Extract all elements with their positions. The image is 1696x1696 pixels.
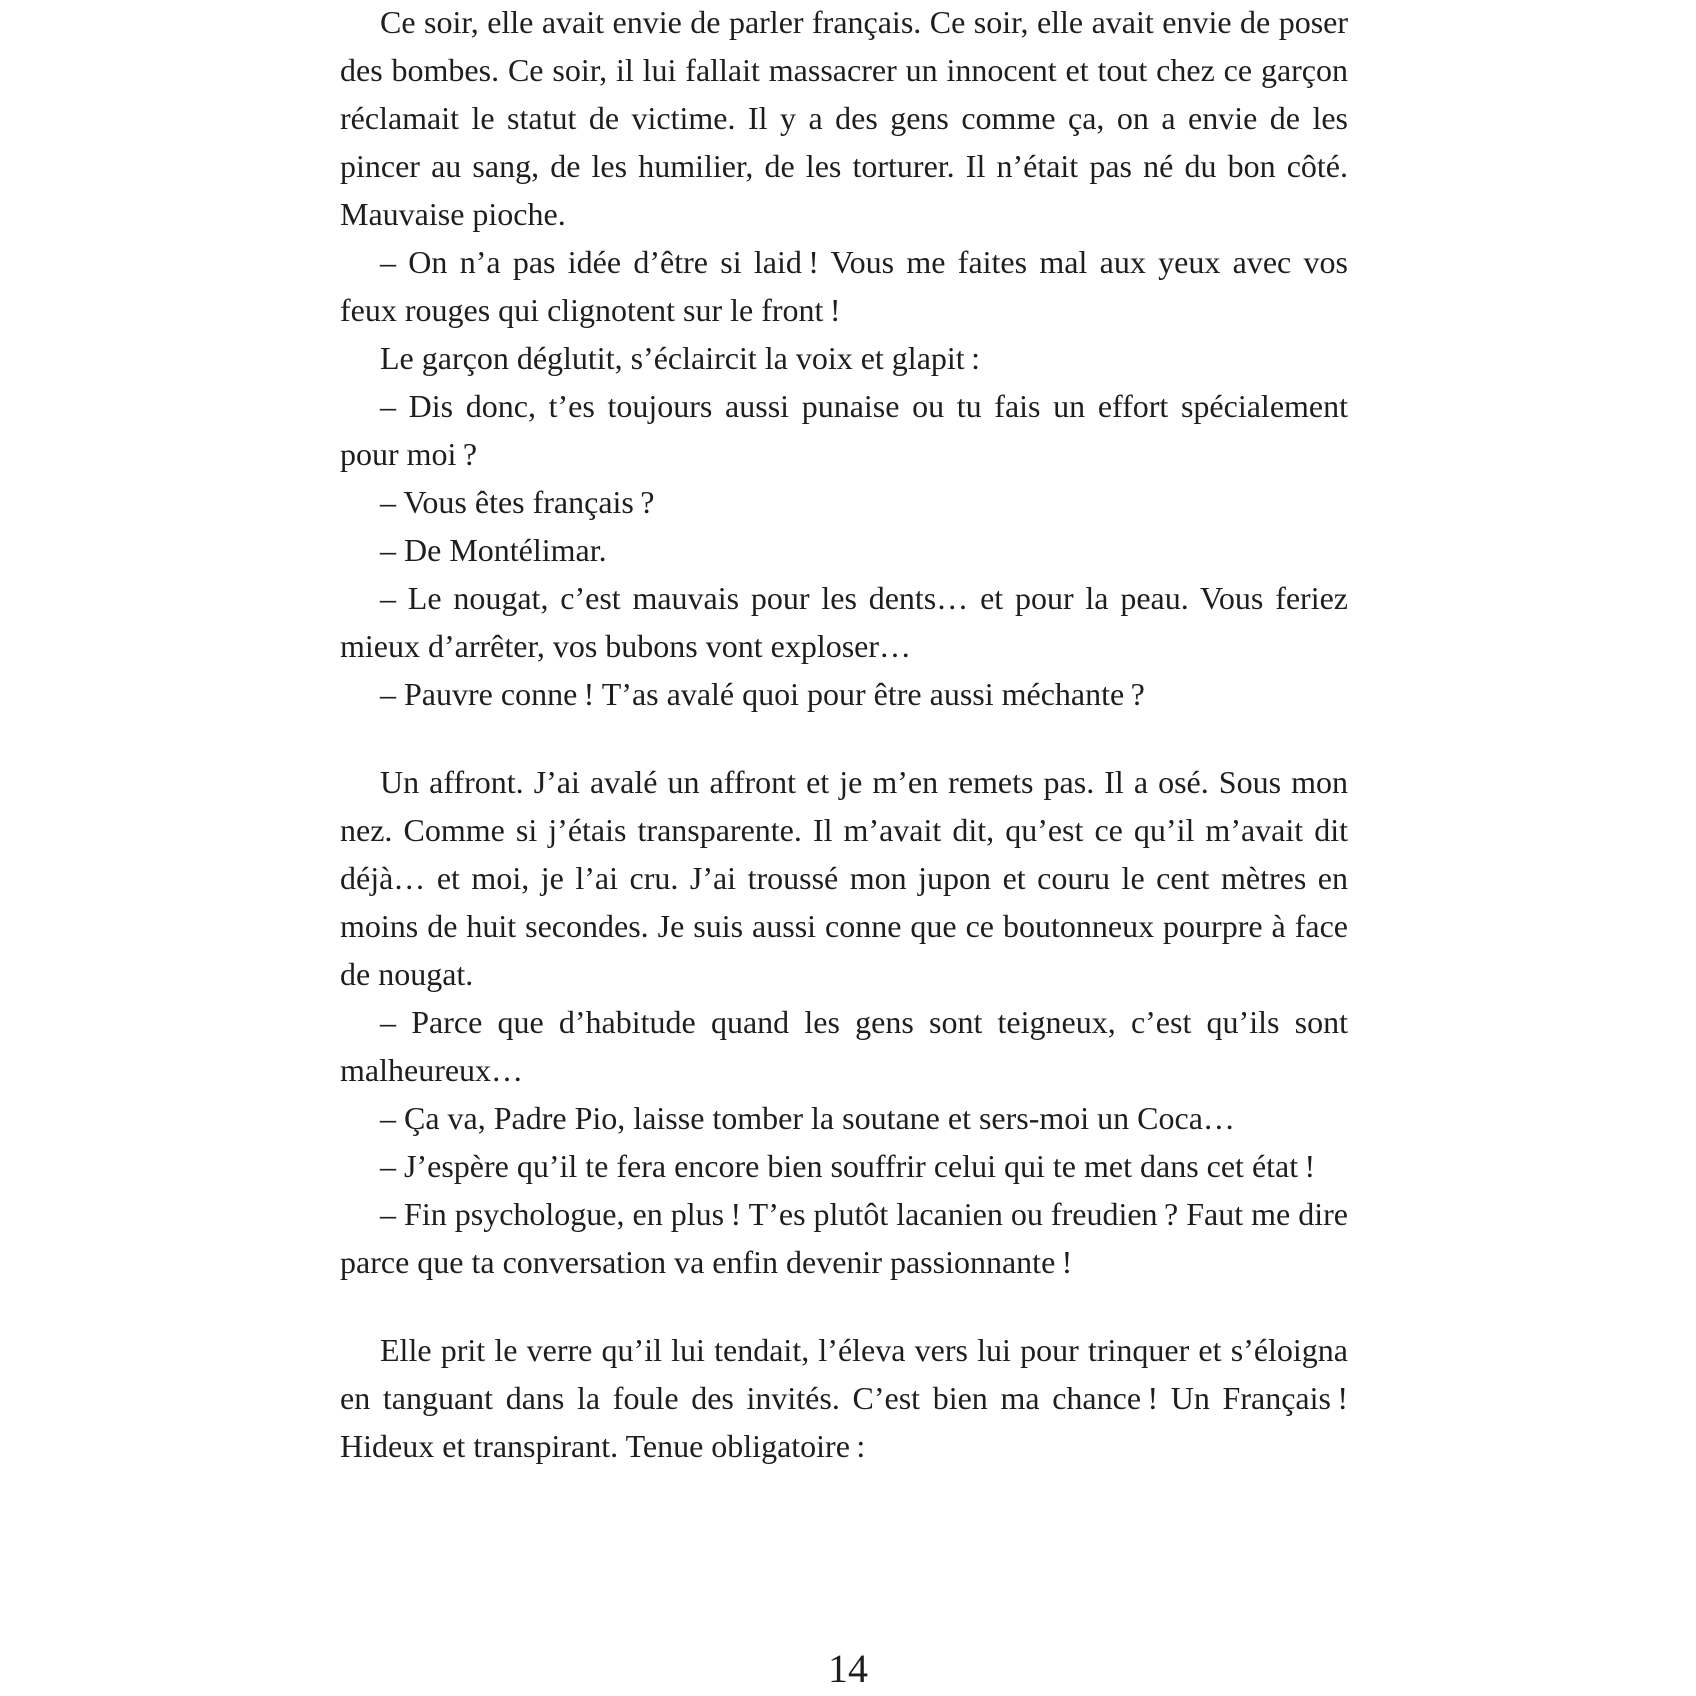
paragraph: – On n’a pas idée d’être si laid ! Vous me faites mal aux yeux avec vos feux rouges qui clignotent sur le front !: [340, 244, 1348, 328]
paragraph: – Dis donc, t’es toujours aussi punaise ou tu fais un effort spécialement pour moi ?: [340, 388, 1348, 472]
paragraph: – Pauvre conne ! T’as avalé quoi pour être aussi méchante ?: [380, 676, 1145, 712]
paragraph: – Vous êtes français ?: [380, 484, 655, 520]
paragraph: – Parce que d’habitude quand les gens sont teigneux, c’est qu’ils sont malheureux…: [340, 1004, 1348, 1088]
page-text-block: [340, 0, 1348, 1470]
paragraph: – De Montélimar.: [380, 532, 607, 568]
paragraph: – Le nougat, c’est mauvais pour les dents… et pour la peau. Vous feriez mieux d’arrêter, vos bubons vont exploser…: [340, 580, 1348, 664]
paragraph: – Ça va, Padre Pio, laisse tomber la soutane et sers-moi un Coca…: [380, 1100, 1235, 1136]
paragraph: Le garçon déglutit, s’éclaircit la voix et glapit :: [380, 340, 980, 376]
paragraph: Elle prit le verre qu’il lui tendait, l’éleva vers lui pour trinquer et s’éloigna en tanguant dans la foule des invités. C’est bien ma chance ! Un Français ! Hideux et transpirant. Tenue obligatoire :: [340, 1332, 1348, 1464]
page-number: 14: [828, 1646, 868, 1691]
paragraph: – J’espère qu’il te fera encore bien souffrir celui qui te met dans cet état !: [380, 1148, 1316, 1184]
paragraph: – Fin psychologue, en plus ! T’es plutôt lacanien ou freudien ? Faut me dire parce que ta conversation va enfin devenir passionnante !: [340, 1196, 1348, 1280]
paragraph: Un affront. J’ai avalé un affront et je m’en remets pas. Il a osé. Sous mon nez. Comme si j’étais transparente. Il m’avait dit, qu’est ce qu’il m’avait dit déjà… et moi, je l’ai cru. J’ai troussé mon jupon et couru le cent mètres en moins de huit secondes. Je suis aussi conne que ce boutonneux pourpre à face de nougat.: [340, 764, 1348, 992]
paragraph: Ce soir, elle avait envie de parler français. Ce soir, elle avait envie de poser des bombes. Ce soir, il lui fallait massacrer un innocent et tout chez ce garçon réclamait le statut de victime. Il y a des gens comme ça, on a envie de les pincer au sang, de les humilier, de les torturer. Il n’était pas né du bon côté. Mauvaise pioche.: [340, 4, 1348, 232]
